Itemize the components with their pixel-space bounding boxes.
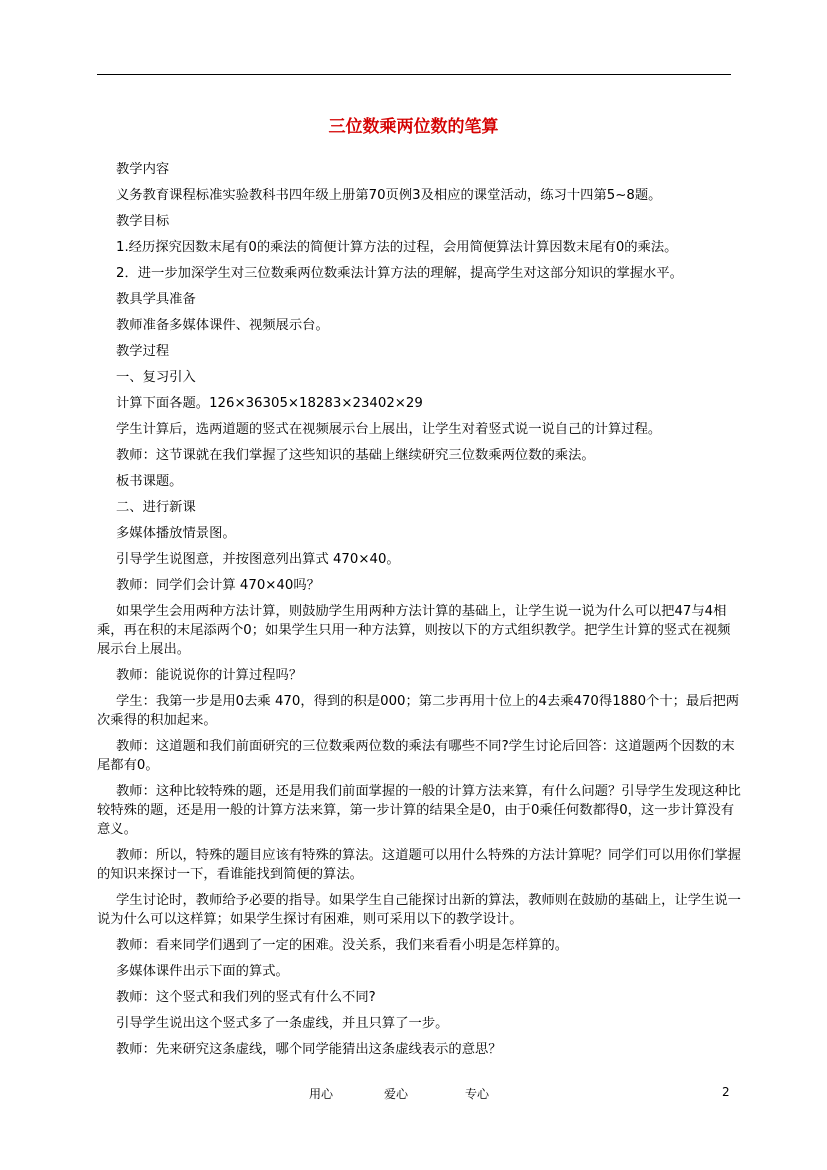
paragraph: 板书课题。: [116, 474, 183, 489]
paragraph: 引导学生说出这个竖式多了一条虚线，并且只算了一步。: [116, 1016, 449, 1031]
paragraph: 多媒体课件出示下面的算式。: [116, 964, 289, 979]
paragraph: 如果学生会用两种方法计算，则鼓励学生用两种方法计算的基础上，让学生说一说为什么可以把47与4相乘，再在积的末尾添两个0；如果学生只用一种方法算，则按以下的方式组织教学。把学生计算的竖式在视频展示台上展出。: [97, 604, 731, 657]
paragraph: 学生计算后，选两道题的竖式在视频展示台上展出，让学生对着竖式说一说自己的计算过程。: [116, 422, 662, 437]
footer-item: 爱心: [384, 1087, 409, 1101]
footer-item: 专心: [465, 1087, 490, 1101]
page-footer: [0, 1085, 827, 1105]
paragraph: 教学目标: [116, 214, 170, 229]
paragraph: 学生讨论时，教师给予必要的指导。如果学生自己能探讨出新的算法，教师则在鼓励的基础上，让学生说一说为什么可以这样算；如果学生探讨有困难，则可采用以下的教学设计。: [97, 893, 741, 927]
paragraph: 教师：这节课就在我们掌握了这些知识的基础上继续研究三位数乘两位数的乘法。: [116, 448, 595, 463]
paragraph: 一、复习引入: [116, 370, 196, 385]
paragraph: 引导学生说图意，并按图意列出算式 470×40。: [116, 552, 400, 567]
paragraph: 教学内容: [116, 162, 170, 177]
paragraph: 教师：能说说你的计算过程吗？: [116, 668, 303, 683]
paragraph: 二、进行新课: [116, 500, 196, 515]
paragraph: 教师：同学们会计算 470×40吗？: [116, 578, 320, 593]
paragraph: 教学过程: [116, 344, 170, 359]
paragraph: 1.经历探究因数末尾有0的乘法的简便计算方法的过程，会用简便算法计算因数末尾有0的乘法。: [116, 240, 678, 255]
paragraph: 多媒体播放情景图。: [116, 526, 236, 541]
paragraph: 教师：这道题和我们前面研究的三位数乘两位数的乘法有哪些不同?学生讨论后回答：这道题两个因数的末尾都有0。: [97, 739, 735, 773]
paragraph: 教师：所以，特殊的题目应该有特殊的算法。这道题可以用什么特殊的方法计算呢？同学们可以用你们掌握的知识来探讨一下，看谁能找到简便的算法。: [97, 848, 741, 882]
paragraph: 教具学具准备: [116, 292, 196, 307]
paragraph: 教师：看来同学们遇到了一定的困难。没关系，我们来看看小明是怎样算的。: [116, 938, 569, 953]
paragraph: 2．进一步加深学生对三位数乘两位数乘法计算方法的理解，提高学生对这部分知识的掌握水平。: [116, 266, 683, 281]
footer-item: 用心: [309, 1087, 334, 1101]
page-number: 2: [722, 1085, 730, 1099]
paragraph: 学生：我第一步是用0去乘 470，得到的积是000；第二步再用十位上的4去乘470得1880个十；最后把两次乘得的积加起来。: [97, 694, 740, 728]
paragraph: 教师准备多媒体课件、视频展示台。: [116, 318, 329, 333]
paragraph: 义务教育课程标准实验教科书四年级上册第70页例3及相应的课堂活动，练习十四第5~8题。: [116, 188, 662, 203]
paragraph: 教师：这种比较特殊的题，还是用我们前面掌握的一般的计算方法来算，有什么问题？引导学生发现这种比较特殊的题，还是用一般的计算方法来算，第一步计算的结果全是0，由于0乘任何数都得0，这一步计算没有意义。: [97, 784, 741, 837]
document-body: [97, 160, 741, 1066]
paragraph: 教师：这个竖式和我们列的竖式有什么不同?: [116, 990, 376, 1005]
paragraph: 计算下面各题。126×36305×18283×23402×29: [116, 396, 423, 411]
paragraph: 教师：先来研究这条虚线，哪个同学能猜出这条虚线表示的意思？: [116, 1042, 502, 1057]
header-rule: [97, 74, 731, 75]
document-title: 三位数乘两位数的笔算: [328, 117, 499, 137]
